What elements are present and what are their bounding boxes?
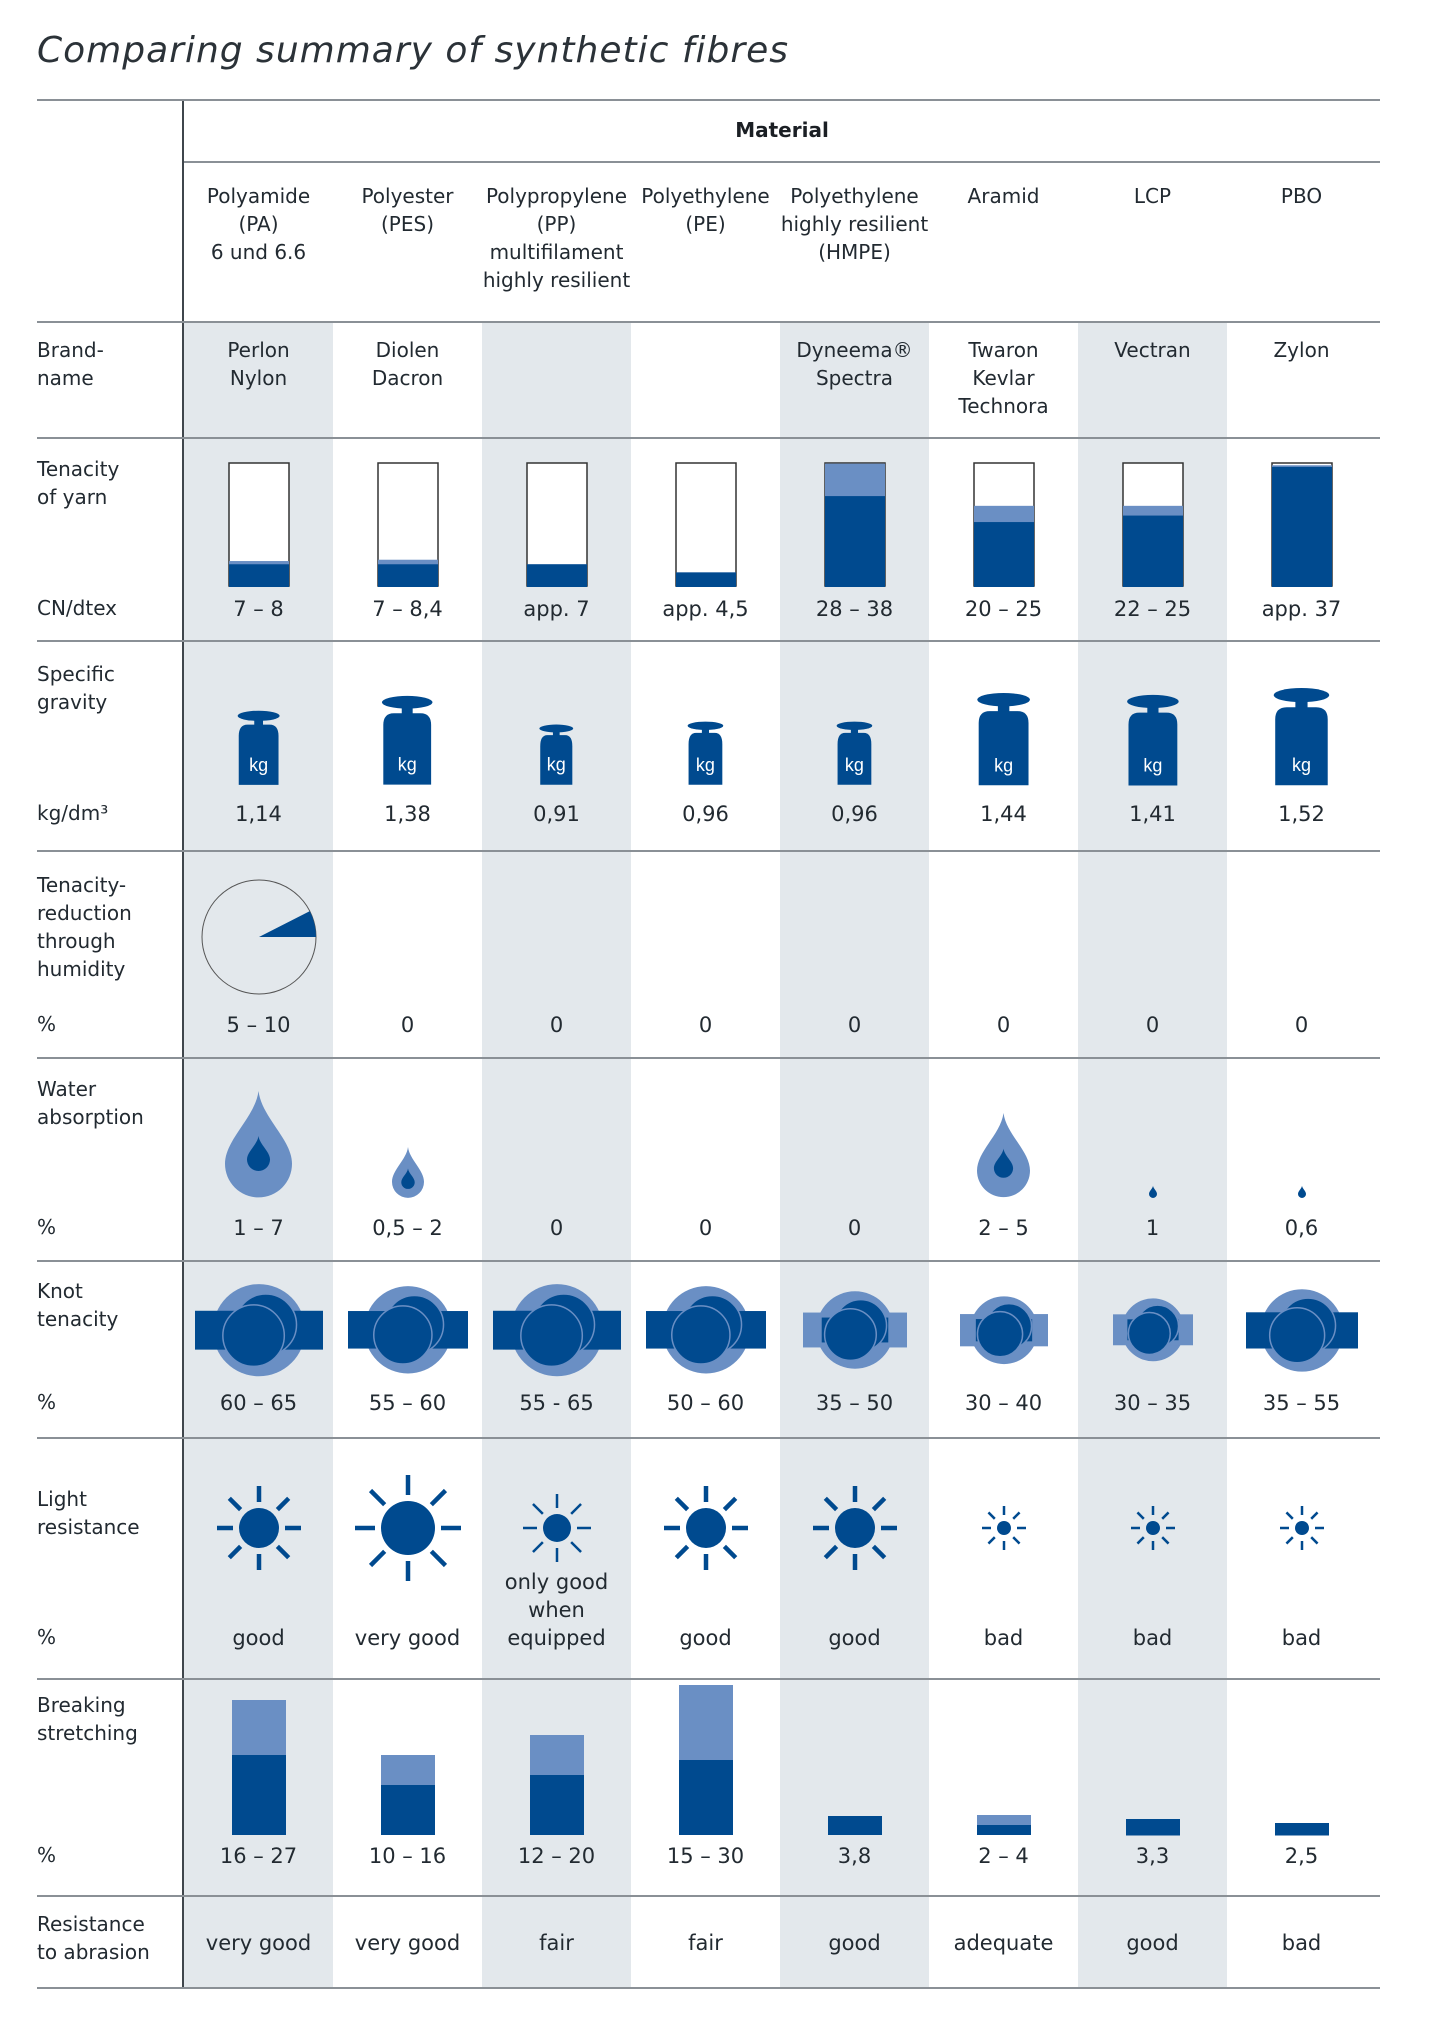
- sun-ray: [1137, 1512, 1143, 1518]
- tenacity-min: [825, 496, 885, 587]
- sun-icon: [1123, 1498, 1183, 1558]
- brand-name: Vectran: [1114, 338, 1191, 362]
- weight-icon: [682, 721, 729, 785]
- tenacity-min: [229, 564, 289, 587]
- knot-loop: [373, 1306, 431, 1364]
- stretch-min: [232, 1755, 286, 1835]
- sun-ray: [277, 1498, 288, 1509]
- sun-icon: [656, 1478, 756, 1578]
- water-value: 0: [698, 1216, 713, 1240]
- humidity-value: 5 – 10: [226, 1013, 291, 1037]
- weight-icon: [374, 695, 440, 785]
- material-name: Polyethylene (PE): [641, 184, 770, 236]
- table-rule: [37, 321, 1380, 323]
- table-rule: [37, 1437, 1380, 1439]
- light-value: only good when equipped: [504, 1570, 609, 1650]
- weight-icon: [831, 721, 878, 785]
- knot-icon: [348, 1281, 468, 1379]
- tenacity-bar: [824, 462, 886, 587]
- tenacity-min: [1123, 516, 1183, 587]
- material-name: Polypropylene (PP) multifilament highly resilient: [482, 184, 631, 292]
- stretch-min: [828, 1816, 882, 1835]
- sun-ray: [873, 1498, 884, 1509]
- stretch-min: [381, 1785, 435, 1835]
- tenacity-min: [974, 522, 1034, 587]
- gravity-value: 1,38: [384, 802, 431, 826]
- sun-core: [543, 1514, 571, 1542]
- stretch-min: [679, 1760, 733, 1835]
- knot-icon: [1113, 1293, 1193, 1367]
- humidity-wedge: [259, 911, 316, 937]
- tenacity-min: [527, 564, 587, 587]
- stretch-value: 2,5: [1284, 1844, 1319, 1868]
- knot-value: 30 – 35: [1113, 1391, 1192, 1415]
- abrasion-value: good: [1126, 1931, 1179, 1955]
- table-rule: [37, 850, 1380, 852]
- stretch-min: [1126, 1819, 1180, 1836]
- sun-icon: [974, 1498, 1034, 1558]
- sun-ray: [1311, 1512, 1317, 1518]
- row-label-water: Water absorption: [37, 1077, 144, 1129]
- material-name: Polyamide (PA) 6 und 6.6: [206, 184, 311, 264]
- knot-value: 55 - 65: [519, 1391, 594, 1415]
- unit-water: %: [37, 1215, 57, 1239]
- sun-ray: [370, 1491, 384, 1505]
- weight-label: kg: [695, 754, 715, 775]
- water-value: 1 – 7: [233, 1216, 284, 1240]
- water-drop-icon: [225, 1091, 292, 1198]
- material-name: Polyethylene highly resilient (HMPE): [780, 184, 929, 264]
- table-rule: [37, 99, 1380, 101]
- table-rule: [37, 640, 1380, 642]
- material-name: Aramid: [967, 184, 1040, 208]
- stretch-value: 15 – 30: [666, 1844, 745, 1868]
- light-value: bad: [1281, 1626, 1322, 1650]
- light-value: bad: [983, 1626, 1024, 1650]
- sun-ray: [431, 1551, 445, 1565]
- sun-ray: [724, 1546, 735, 1557]
- row-label-humidity: Tenacity- reduction through humidity: [37, 873, 132, 981]
- sun-ray: [873, 1546, 884, 1557]
- material-name: PBO: [1280, 184, 1323, 208]
- sun-icon: [515, 1486, 599, 1570]
- water-value: 0,6: [1284, 1216, 1319, 1240]
- sun-icon: [805, 1478, 905, 1578]
- tenacity-value: 7 – 8,4: [372, 597, 443, 621]
- gravity-value: 0,91: [533, 802, 580, 826]
- water-drop-icon: [1298, 1185, 1306, 1198]
- tenacity-value: app. 4,5: [662, 597, 749, 621]
- water-value: 0: [549, 1216, 564, 1240]
- sun-ray: [1286, 1537, 1292, 1543]
- humidity-value: 0: [996, 1013, 1011, 1037]
- sun-ray: [825, 1498, 836, 1509]
- unit-gravity: kg/dm³: [37, 801, 109, 825]
- sun-core: [1295, 1521, 1309, 1535]
- stretch-min: [530, 1775, 584, 1835]
- stretch-bar: [232, 1700, 286, 1835]
- sun-core: [239, 1508, 279, 1548]
- stretch-bar: [679, 1685, 733, 1835]
- stretch-value: 2 – 4: [978, 1844, 1029, 1868]
- unit-light: %: [37, 1625, 57, 1649]
- sun-ray: [1162, 1512, 1168, 1518]
- sun-ray: [1286, 1512, 1292, 1518]
- knot-loop: [222, 1305, 283, 1366]
- water-value: 1: [1145, 1216, 1160, 1240]
- knot-loop: [824, 1309, 876, 1361]
- sun-ray: [571, 1542, 581, 1552]
- tenacity-min: [1272, 467, 1332, 587]
- table-rule: [184, 161, 1380, 163]
- page-title: Comparing summary of synthetic fibres: [37, 30, 790, 71]
- sun-ray: [1311, 1537, 1317, 1543]
- tenacity-min: [378, 564, 438, 587]
- knot-loop: [977, 1311, 1022, 1356]
- humidity-value: 0: [549, 1013, 564, 1037]
- gravity-value: 0,96: [831, 802, 878, 826]
- sun-ray: [1013, 1512, 1019, 1518]
- row-label-tenacity: Tenacity of yarn: [37, 457, 120, 509]
- gravity-value: 1,44: [980, 802, 1027, 826]
- tenacity-value: 28 – 38: [815, 597, 894, 621]
- knot-loop: [520, 1305, 581, 1366]
- light-value: good: [679, 1626, 732, 1650]
- weight-icon: [231, 710, 286, 785]
- row-label-gravity: Specific gravity: [37, 662, 115, 714]
- weight-label: kg: [1291, 754, 1312, 775]
- tenacity-bar: [1122, 462, 1184, 587]
- stretch-value: 10 – 16: [368, 1844, 447, 1868]
- row-label-abrasion: Resistance to abrasion: [37, 1912, 150, 1964]
- table-rule: [37, 1987, 1380, 1989]
- knot-icon: [195, 1279, 323, 1381]
- stretch-bar: [381, 1755, 435, 1835]
- tenacity-bar: [1271, 462, 1333, 587]
- table-rule: [37, 437, 1380, 439]
- abrasion-value: bad: [1281, 1931, 1322, 1955]
- sun-icon: [347, 1467, 469, 1589]
- light-value: bad: [1132, 1626, 1173, 1650]
- knot-loop: [1269, 1307, 1324, 1362]
- tenacity-value: app. 7: [523, 597, 590, 621]
- knot-value: 35 – 50: [815, 1391, 894, 1415]
- sun-icon: [1272, 1498, 1332, 1558]
- gravity-value: 1,52: [1278, 802, 1325, 826]
- sun-ray: [431, 1491, 445, 1505]
- weight-label: kg: [248, 754, 268, 775]
- knot-icon: [493, 1279, 621, 1381]
- stretch-value: 3,3: [1135, 1844, 1170, 1868]
- material-name: Polyester (PES): [361, 184, 454, 236]
- material-name: LCP: [1133, 184, 1172, 208]
- sun-core: [686, 1508, 726, 1548]
- unit-stretch: %: [37, 1843, 57, 1867]
- sun-ray: [1162, 1537, 1168, 1543]
- water-drop-icon: [977, 1113, 1030, 1198]
- stretch-min: [977, 1825, 1031, 1835]
- row-label-light: Light resistance: [37, 1487, 140, 1539]
- light-value: good: [232, 1626, 285, 1650]
- water-value: 0,5 – 2: [372, 1216, 443, 1240]
- knot-icon: [646, 1281, 766, 1379]
- knot-loop: [1128, 1313, 1170, 1355]
- water-drop-icon: [392, 1147, 424, 1198]
- unit-tenacity: CN/dtex: [37, 596, 117, 620]
- gravity-value: 1,41: [1129, 802, 1176, 826]
- stretch-bar: [828, 1816, 882, 1835]
- row-label-stretch: Breaking stretching: [37, 1693, 138, 1745]
- knot-icon: [1246, 1284, 1358, 1377]
- abrasion-value: adequate: [953, 1931, 1054, 1955]
- weight-icon: [969, 692, 1038, 785]
- table-rule: [37, 1678, 1380, 1680]
- tenacity-bar: [377, 462, 439, 587]
- knot-value: 30 – 40: [964, 1391, 1043, 1415]
- abrasion-value: very good: [354, 1931, 461, 1955]
- weight-icon: [534, 724, 579, 785]
- humidity-value: 0: [847, 1013, 862, 1037]
- sun-ray: [825, 1546, 836, 1557]
- brand-name: Diolen Dacron: [371, 338, 444, 390]
- table-rule: [37, 1895, 1380, 1897]
- humidity-value: 0: [400, 1013, 415, 1037]
- water-value: 0: [847, 1216, 862, 1240]
- sun-ray: [571, 1504, 581, 1514]
- row-label-knot: Knot tenacity: [37, 1279, 119, 1331]
- sun-ray: [676, 1546, 687, 1557]
- table-rule: [37, 1260, 1380, 1262]
- sun-core: [381, 1501, 435, 1555]
- stretch-value: 3,8: [837, 1844, 872, 1868]
- water-drop-inner: [1149, 1186, 1157, 1198]
- tenacity-bar: [526, 462, 588, 587]
- humidity-value: 0: [1294, 1013, 1309, 1037]
- stretch-bar: [1126, 1819, 1180, 1836]
- tenacity-value: 7 – 8: [233, 597, 284, 621]
- abrasion-value: fair: [539, 1931, 574, 1955]
- knot-icon: [803, 1286, 907, 1374]
- stretch-bar: [1275, 1823, 1329, 1836]
- sun-ray: [988, 1537, 994, 1543]
- tenacity-bar: [675, 462, 737, 587]
- sun-icon: [209, 1478, 309, 1578]
- weight-label: kg: [844, 754, 864, 775]
- brand-name: Zylon: [1273, 338, 1330, 362]
- abrasion-value: very good: [205, 1931, 312, 1955]
- sun-ray: [676, 1498, 687, 1509]
- humidity-value: 0: [698, 1013, 713, 1037]
- knot-value: 50 – 60: [666, 1391, 745, 1415]
- humidity-value: 0: [1145, 1013, 1160, 1037]
- weight-icon: [1265, 687, 1338, 785]
- brand-name: Twaron Kevlar Technora: [958, 338, 1049, 418]
- knot-value: 55 – 60: [368, 1391, 447, 1415]
- brand-name: Dyneema® Spectra: [796, 338, 913, 390]
- weight-label: kg: [546, 754, 566, 775]
- unit-humidity: %: [37, 1012, 57, 1036]
- sun-ray: [277, 1546, 288, 1557]
- humidity-pie: [199, 877, 319, 997]
- tenacity-value: 22 – 25: [1113, 597, 1192, 621]
- brand-name: Perlon Nylon: [227, 338, 290, 390]
- knot-value: 35 – 55: [1262, 1391, 1341, 1415]
- sun-ray: [988, 1512, 994, 1518]
- abrasion-value: fair: [688, 1931, 723, 1955]
- weight-icon: [1119, 694, 1187, 785]
- gravity-value: 0,96: [682, 802, 729, 826]
- row-label-brand: Brand- name: [37, 338, 104, 390]
- sun-ray: [370, 1551, 384, 1565]
- weight-label: kg: [397, 754, 417, 775]
- gravity-value: 1,14: [235, 802, 282, 826]
- abrasion-value: good: [828, 1931, 881, 1955]
- stretch-value: 16 – 27: [219, 1844, 298, 1868]
- tenacity-value: 20 – 25: [964, 597, 1043, 621]
- unit-knot: %: [37, 1390, 57, 1414]
- sun-ray: [1013, 1537, 1019, 1543]
- sun-ray: [229, 1546, 240, 1557]
- knot-value: 60 – 65: [219, 1391, 298, 1415]
- sun-core: [835, 1508, 875, 1548]
- light-value: very good: [354, 1626, 461, 1650]
- knot-loop: [671, 1306, 729, 1364]
- tenacity-value: app. 37: [1261, 597, 1342, 621]
- weight-label: kg: [993, 754, 1014, 775]
- water-drop-icon: [1149, 1185, 1157, 1198]
- stretch-value: 12 – 20: [517, 1844, 596, 1868]
- stretch-min: [1275, 1823, 1329, 1836]
- material-header: Material: [735, 118, 829, 142]
- tenacity-bar: [973, 462, 1035, 587]
- sun-ray: [532, 1542, 542, 1552]
- tenacity-min: [676, 572, 736, 587]
- weight-label: kg: [1142, 754, 1162, 775]
- sun-core: [1146, 1521, 1160, 1535]
- sun-ray: [532, 1504, 542, 1514]
- sun-ray: [1137, 1537, 1143, 1543]
- water-drop-inner: [1298, 1186, 1306, 1198]
- table-rule: [37, 1057, 1380, 1059]
- stretch-bar: [977, 1815, 1031, 1835]
- light-value: good: [828, 1626, 881, 1650]
- sun-core: [997, 1521, 1011, 1535]
- sun-ray: [724, 1498, 735, 1509]
- stretch-bar: [530, 1735, 584, 1835]
- tenacity-bar: [228, 462, 290, 587]
- sun-ray: [229, 1498, 240, 1509]
- knot-icon: [960, 1291, 1048, 1369]
- water-value: 2 – 5: [978, 1216, 1029, 1240]
